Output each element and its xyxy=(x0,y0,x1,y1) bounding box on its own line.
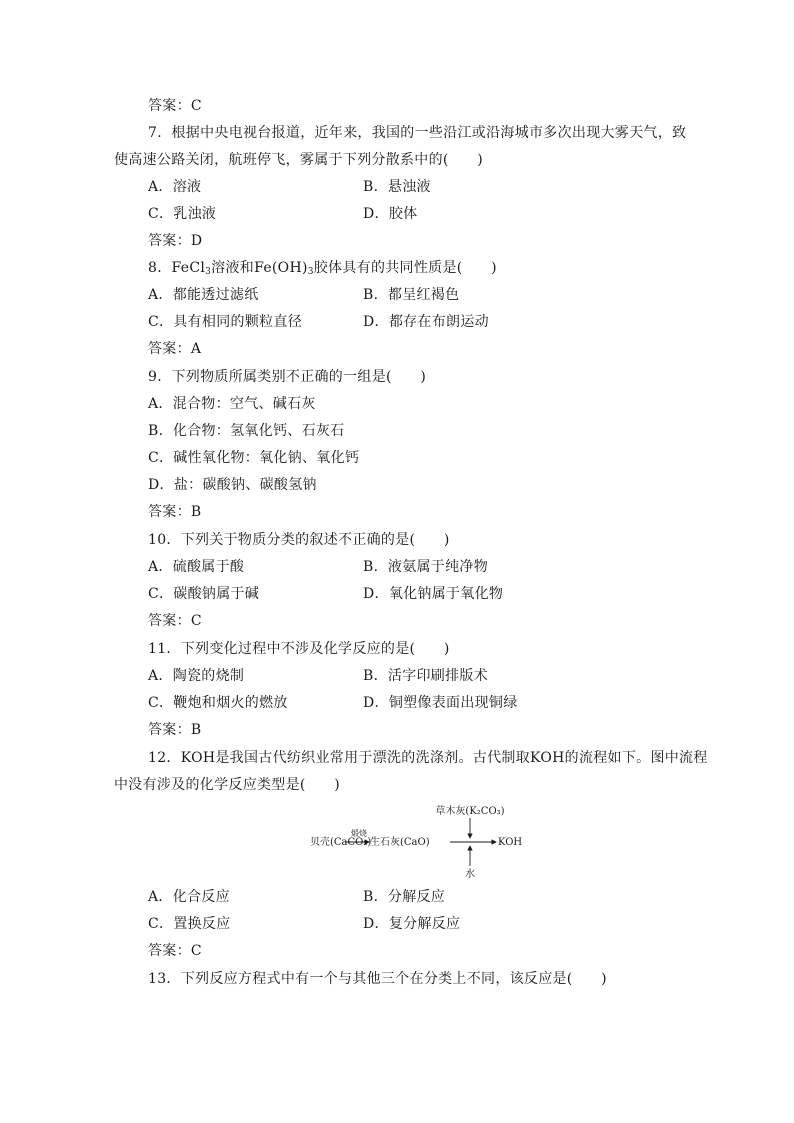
q8-option-b: B．都呈红褐色 xyxy=(363,287,460,303)
q8-option-c: C．具有相同的颗粒直径 xyxy=(148,314,303,330)
q9-option-a: A．混合物：空气、碱石灰 xyxy=(148,396,316,412)
q10-stem: 10．下列关于物质分类的叙述不正确的是( ) xyxy=(148,532,450,548)
q7-option-b: B．悬浊液 xyxy=(363,179,431,195)
q11-option-b: B．活字印刷排版术 xyxy=(363,668,488,684)
q8-suffix: 胶体具有的共同性质是( ) xyxy=(313,260,497,276)
q11-stem: 11．下列变化过程中不涉及化学反应的是( ) xyxy=(148,641,450,657)
q9-option-b: B．化合物：氢氧化钙、石灰石 xyxy=(148,423,345,439)
q8-answer: 答案：A xyxy=(148,341,202,357)
answer-6: 答案：C xyxy=(148,98,202,114)
flow-top-label: 草木灰(K₂CO₃) xyxy=(435,806,505,817)
q9-stem: 9．下列物质所属类别不正确的一组是( ) xyxy=(148,369,427,385)
flow-left-label: 贝壳(CaCO₃) xyxy=(310,837,372,848)
q9-option-d: D．盐：碳酸钠、碳酸氢钠 xyxy=(148,477,317,493)
flow-bottom-label: 水 xyxy=(465,869,475,880)
q10-option-b: B．液氨属于纯净物 xyxy=(363,559,488,575)
q10-option-a: A．硫酸属于酸 xyxy=(148,559,245,575)
q7-answer: 答案：D xyxy=(148,233,203,249)
q11-answer: 答案：B xyxy=(148,722,202,738)
q10-option-d: D．氧化钠属于氧化物 xyxy=(363,586,504,602)
q12-option-d: D．复分解反应 xyxy=(363,916,461,932)
koh-process-flow-diagram xyxy=(300,798,540,880)
q13-stem: 13．下列反应方程式中有一个与其他三个在分类上不同，该反应是( ) xyxy=(148,971,607,987)
q8-prefix: 8．FeCl xyxy=(148,260,206,276)
q12-answer: 答案：C xyxy=(148,943,202,959)
flow-arrow-label: 煅烧 xyxy=(351,829,367,838)
q8-sub2: 3 xyxy=(307,267,314,277)
q8-sub1: 3 xyxy=(205,267,212,277)
q7-option-d: D．胶体 xyxy=(363,206,418,222)
q10-option-c: C．碳酸钠属于碱 xyxy=(148,586,260,602)
q12-option-c: C．置换反应 xyxy=(148,916,231,932)
q11-option-c: C．鞭炮和烟火的燃放 xyxy=(148,695,288,711)
q11-option-d: D．铜塑像表面出现铜绿 xyxy=(363,695,518,711)
q7-stem-line2: 使高速公路关闭，航班停飞，雾属于下列分散系中的( ) xyxy=(114,152,484,168)
q12-option-a: A．化合反应 xyxy=(148,889,230,905)
q11-option-a: A．陶瓷的烧制 xyxy=(148,668,245,684)
q9-answer: 答案：B xyxy=(148,504,202,520)
flow-middle-label: 生石灰(CaO) xyxy=(370,837,430,848)
q8-option-a: A．都能透过滤纸 xyxy=(148,287,259,303)
q7-option-a: A．溶液 xyxy=(148,179,202,195)
q9-option-c: C．碱性氧化物：氧化钠、氧化钙 xyxy=(148,450,360,466)
q8-stem xyxy=(148,259,497,277)
q7-option-c: C．乳浊液 xyxy=(148,206,217,222)
q12-option-b: B．分解反应 xyxy=(363,889,446,905)
q7-stem-line1: 7．根据中央电视台报道，近年来，我国的一些沿江或沿海城市多次出现大雾天气，致 xyxy=(148,125,687,141)
q8-option-d: D．都存在布朗运动 xyxy=(363,314,489,330)
q8-mid: 溶液和Fe(OH) xyxy=(211,260,308,276)
q12-stem-line2: 中没有涉及的化学反应类型是( ) xyxy=(114,777,341,793)
flow-right-label: KOH xyxy=(498,837,523,848)
q12-stem-line1: 12．KOH是我国古代纺织业常用于漂洗的洗涤剂。古代制取KOH的流程如下。图中流程 xyxy=(148,750,708,766)
q10-answer: 答案：C xyxy=(148,613,202,629)
